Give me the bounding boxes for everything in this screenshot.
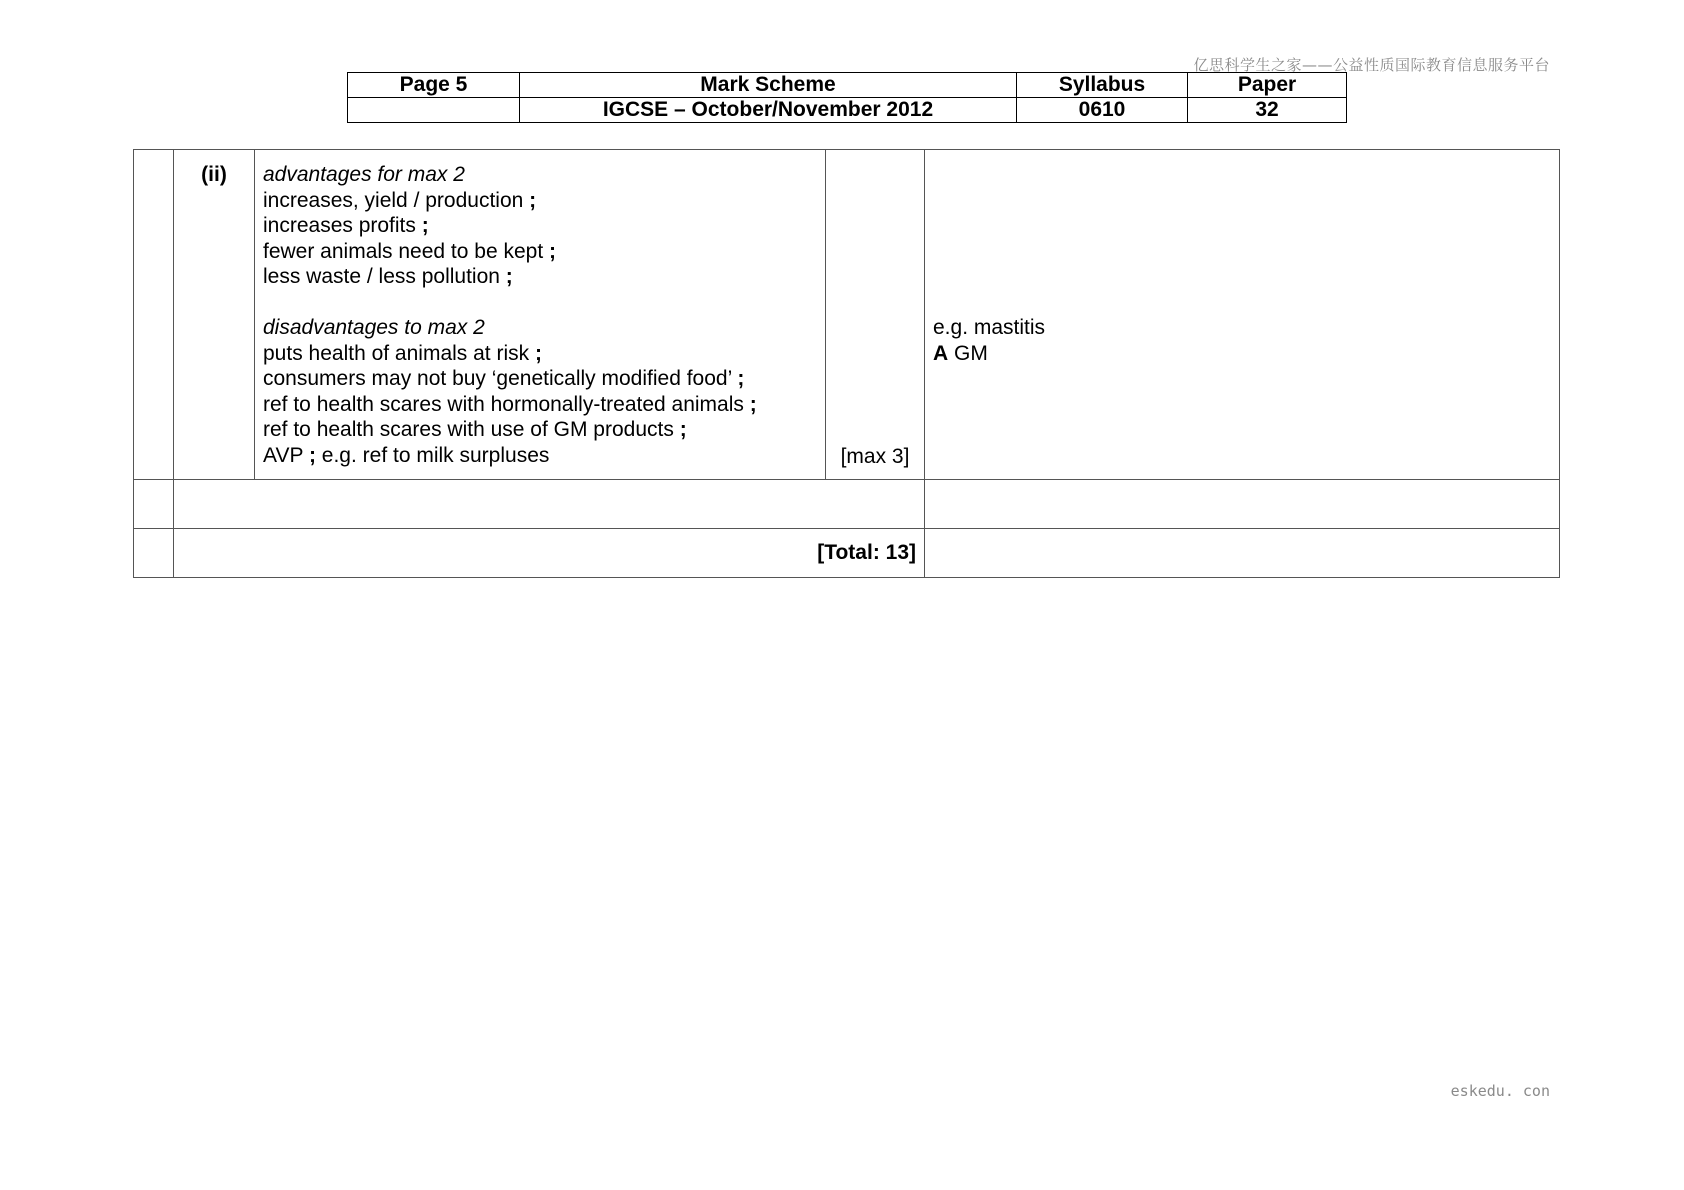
guidance-line: A GM xyxy=(933,341,988,365)
header-row-2 xyxy=(348,98,1347,123)
answer-line: consumers may not buy ‘genetically modified food’ ; xyxy=(263,367,745,390)
answer-line: ref to health scares with hormonally-treated animals ; xyxy=(263,392,757,416)
header-row-1 xyxy=(348,73,1347,98)
answer-line: increases, yield / production ; xyxy=(263,188,537,212)
guidance-line: e.g. mastitis xyxy=(933,316,1046,339)
syllabus-code: 0610 xyxy=(1017,98,1188,123)
answer-line: less waste / less pollution ; xyxy=(263,265,513,288)
marks-cell: [max 3] xyxy=(826,150,925,480)
paper-label: Paper xyxy=(1188,73,1347,98)
header-table xyxy=(347,72,1347,123)
sub-part-label: (ii) xyxy=(174,150,255,480)
mark-scheme-table xyxy=(133,149,1560,578)
question-row xyxy=(134,150,1560,480)
blank-cell xyxy=(134,480,174,529)
document-title: Mark Scheme xyxy=(520,73,1017,98)
syllabus-label: Syllabus xyxy=(1017,73,1188,98)
header-empty-cell xyxy=(348,98,520,123)
answer-line: puts health of animals at risk ; xyxy=(263,341,542,365)
exam-session: IGCSE – October/November 2012 xyxy=(520,98,1017,123)
watermark-bottom: eskedu. con xyxy=(1450,1082,1550,1100)
answer-line: fewer animals need to be kept ; xyxy=(263,239,557,263)
guidance-cell xyxy=(925,150,1560,480)
paper-number: 32 xyxy=(1188,98,1347,123)
blank-row xyxy=(134,480,1560,529)
answer-cell xyxy=(255,150,826,480)
blank-cell xyxy=(134,529,174,578)
answer-line: increases profits ; xyxy=(263,214,429,237)
blank-cell xyxy=(174,480,925,529)
question-number-cell xyxy=(134,150,174,480)
blank-cell xyxy=(925,529,1560,578)
answer-line: ref to health scares with use of GM products ; xyxy=(263,418,687,441)
advantages-heading: advantages for max 2 xyxy=(263,163,465,186)
watermark-top: 亿思科学生之家——公益性质国际教育信息服务平台 xyxy=(1193,56,1550,74)
total-row xyxy=(134,529,1560,578)
answer-line-avp: AVP ; e.g. ref to milk surpluses xyxy=(263,443,550,467)
blank-cell xyxy=(925,480,1560,529)
disadvantages-heading: disadvantages to max 2 xyxy=(263,316,485,339)
page-number: Page 5 xyxy=(348,73,520,98)
total-marks: [Total: 13] xyxy=(174,529,925,578)
